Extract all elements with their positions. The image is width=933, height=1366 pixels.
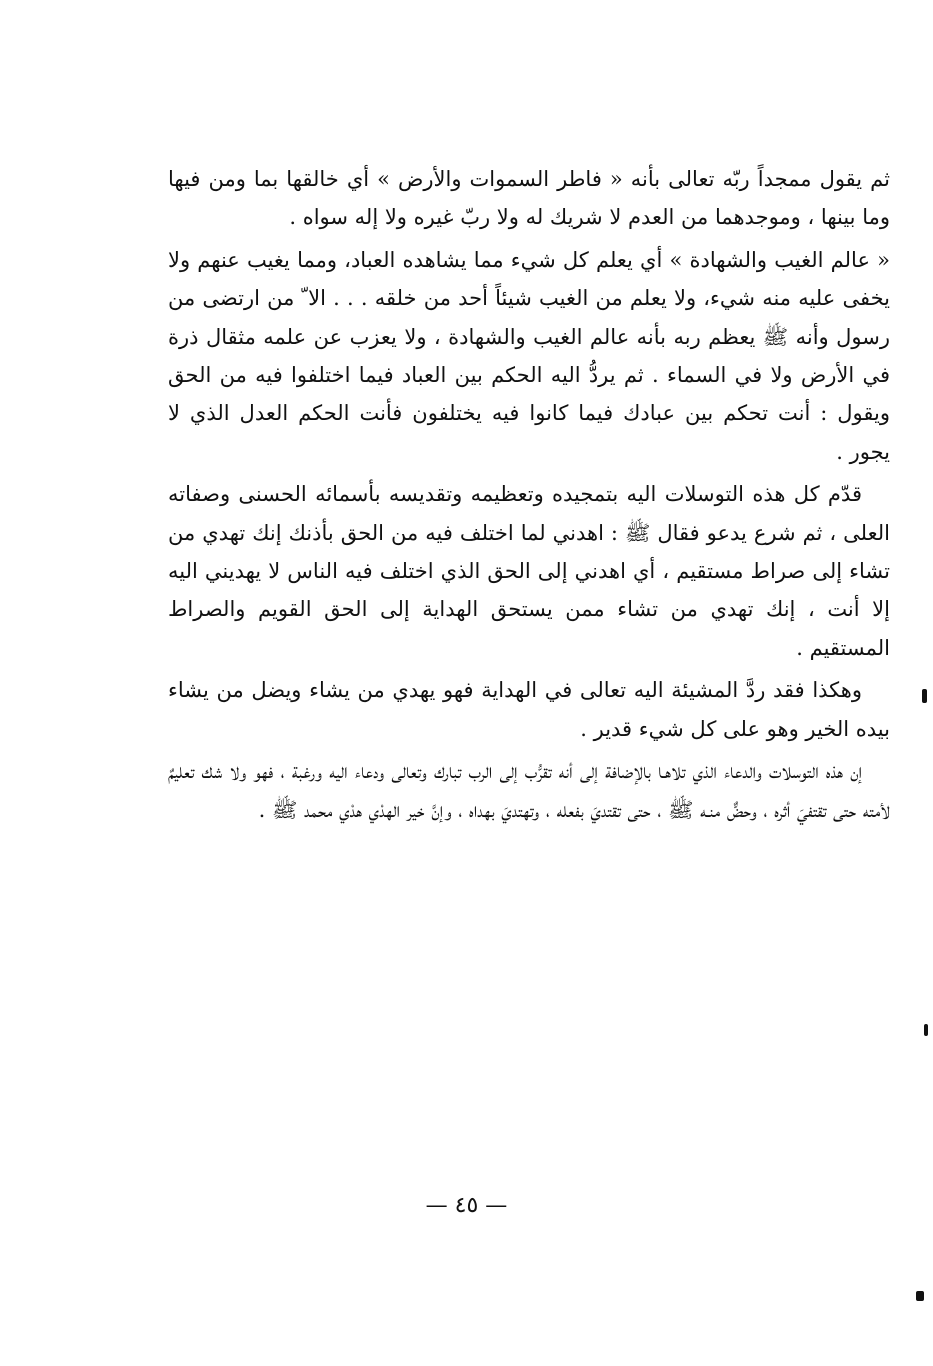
paragraph-2: « عالم الغيب والشهادة » أي يعلم كل شيء مما يشاهده العباد، ومما يغيب عنهم ولا يخفى عليه منه شيء، ولا يعلم من الغيب شيئاً أحد من خلقه . . . الا ّ من ارتضى من رسول وأنه ﷺ يعظم ربه بأنه عالم الغيب والشهادة ، ولا يعزب عن علمه مثقال ذرة في الأرض ولا في السماء . ثم يردُّ اليه الحكم بين العباد فيما اختلفوا فيه من الحق ويقول : أنت تحكم بين عبادك فيما كانوا فيه يختلفون فأنت الحكم العدل الذي لا يجور . [168,247,890,464]
scan-speck [924,1024,928,1036]
paragraph-1: ثم يقول ممجداً ربّه تعالى بأنه « فاطر السموات والأرض » أي خالقها بما ومن فيها وما بينها ، وموجدهما من العدم لا شريك له ولا ربّ غيره ولا إله سواه . [168,167,890,230]
paragraph-4: وهكذا فقد ردَّ المشيئة اليه تعالى في الهداية فهو يهدي من يشاء ويضل من يشاء بيده الخير وهو على كل شيء قدير . [168,678,890,741]
paragraph-3: قدّم كل هذه التوسلات اليه بتمجيده وتعظيمه وتقديسه بأسمائه الحسنى وصفاته العلى ، ثم شرع يدعو فقال ﷺ : اهدني لما اختلف فيه من الحق بأذنك إنك تهدي من تشاء إلى صراط مستقيم ، أي اهدني إلى الحق الذي اختلف فيه الناس لا يهديني اليه إلا أنت ، إنك تهدي من تشاء ممن يستحق الهداية إلى الحق القويم والصراط المستقيم . [168,482,890,660]
body-text [168,160,890,833]
scan-speck [922,689,927,703]
scan-speck [916,1291,924,1301]
page-number: — ٤٥ — [425,1193,508,1218]
paragraph-5: إن هذه التوسلات والدعاء الذي تلاهـا بالإضافة إلى أنه تقرُّب إلى الرب تبارك وتعالى ودعاء اليه ورغبة ، فهو ولا شك تعليمٌ لأمته حتى تقتفيَ أثره ، وحضٌّ منـه ﷺ ، حتى تقتديَ بفعله ، وتهتديَ بهداه ، وإنَّ خير الهدْي هدْي محمد ﷺ . [168,759,890,822]
